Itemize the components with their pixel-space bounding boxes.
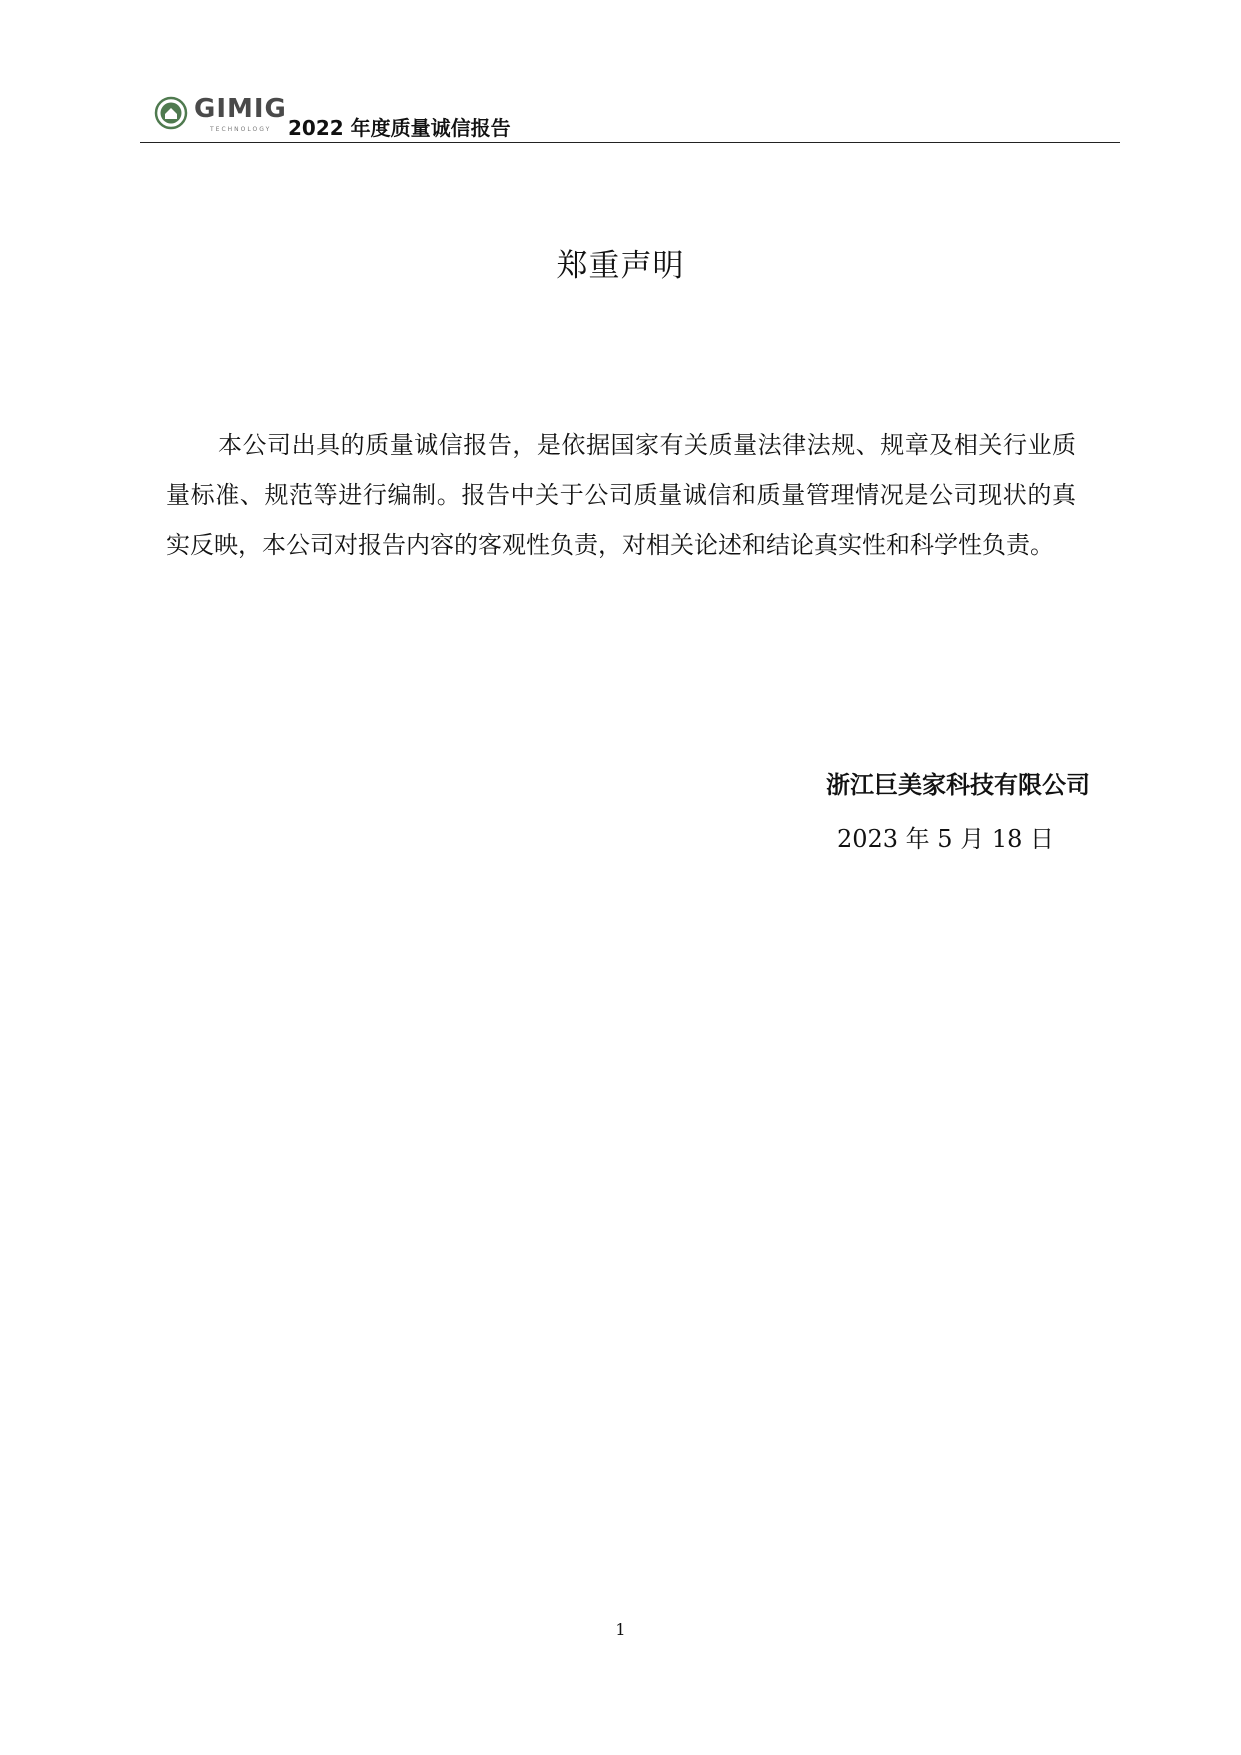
signature-date: 2023 年 5 月 18 日 (836, 825, 1054, 853)
declaration-paragraph: 本公司出具的质量诚信报告，是依据国家有关质量法律法规、规章及相关行业质量标准、规范等进行编制。报告中关于公司质量诚信和质量管理情况是公司现状的真实反映，本公司对报告内容的客观性负责，对相关论述和结论真实性和科学性负责。 (166, 431, 1076, 559)
header-divider (140, 142, 1120, 143)
house-icon (154, 96, 188, 130)
signature-company: 浙江巨美家科技有限公司 (826, 771, 1090, 799)
company-logo (154, 92, 294, 136)
page-number: 1 (615, 1620, 626, 1639)
logo-subtext: TECHNOLOGY (210, 126, 272, 133)
logo-wordmark: GIMIG (194, 94, 287, 124)
page-header (140, 86, 1120, 146)
document-title: 郑重声明 (556, 248, 685, 284)
report-header-title: 2022 年度质量诚信报告 (288, 116, 511, 140)
